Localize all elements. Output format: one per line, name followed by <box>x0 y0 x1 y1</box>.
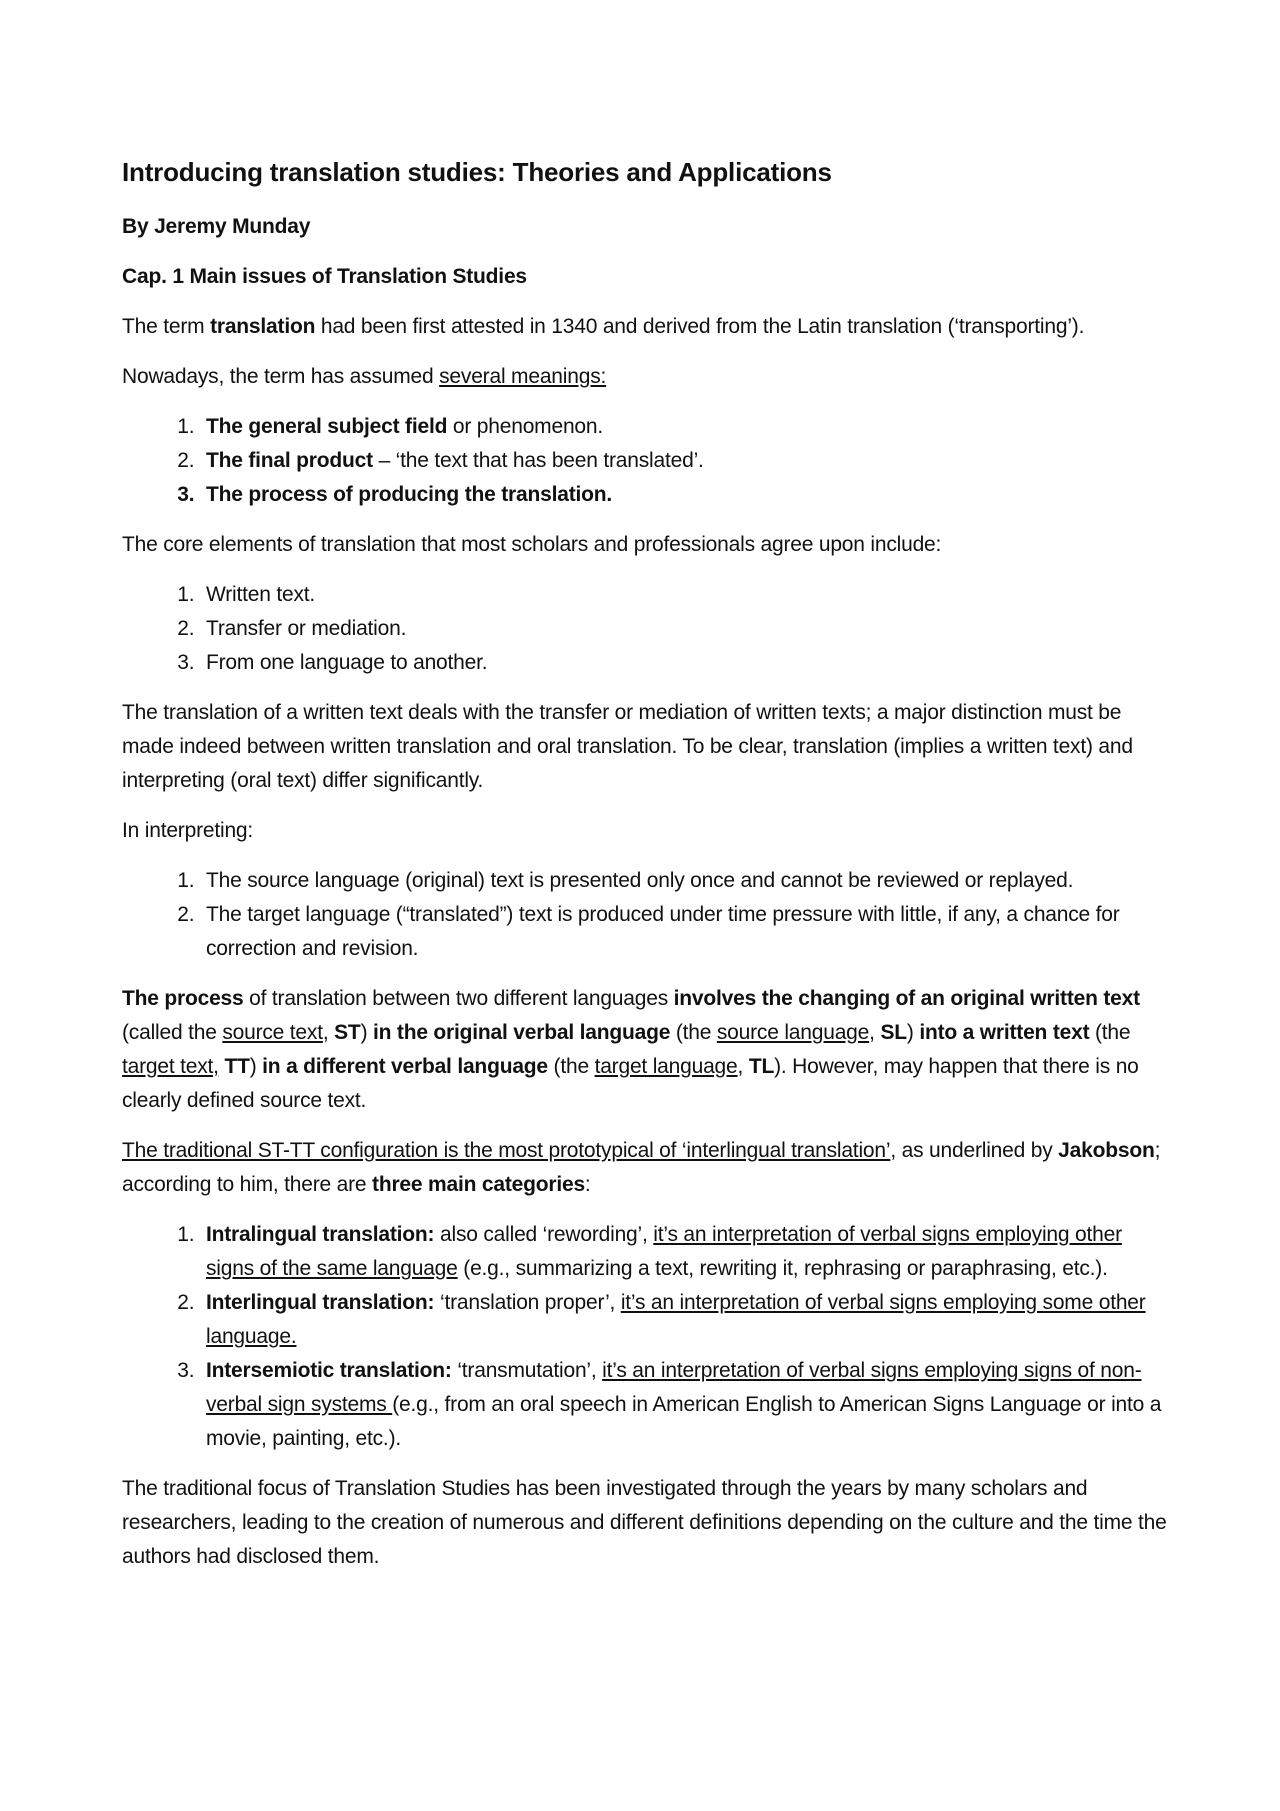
paragraph-interpreting: In interpreting: <box>122 819 254 842</box>
text: , as underlined by <box>890 1139 1059 1162</box>
underlined-text: it’s an interpretation of verbal signs employing some other language. <box>206 1291 1146 1348</box>
text: ) <box>249 1055 263 1078</box>
paragraph-jakobson <box>122 1134 1172 1202</box>
author-line: By Jeremy Munday <box>122 215 311 238</box>
paragraph-written-vs-oral: The translation of a written text deals with the transfer or mediation of written texts; a major distinction must be made indeed between written translation and oral translation. To be clear, translation (implies a written text) and interpreting (oral text) differ significantly. <box>122 701 1133 792</box>
underlined-text: source language <box>716 1021 870 1044</box>
text: (e.g., from an oral speech in American English to American Signs Language or into a movie, painting, etc.). <box>206 1393 1162 1450</box>
list-item <box>200 410 1172 444</box>
paragraph-traditional-focus: The traditional focus of Translation Studies has been investigated through the years by many scholars and researchers, leading to the creation of numerous and different definitions depending on the culture and the time the authors had disclosed them. <box>122 1477 1167 1568</box>
list-item: 1. The source language (original) text is presented only once and cannot be reviewed or replayed. <box>200 864 1172 898</box>
text: had been first attested in 1340 and derived from the Latin translation (‘transporting’). <box>315 315 1085 338</box>
bold-text: into a written text <box>919 1021 1090 1044</box>
text: or phenomenon. <box>447 415 604 438</box>
list-item: 3. From one language to another. <box>200 646 1172 680</box>
underlined-text: it’s an interpretation of verbal signs employing other signs of the same language <box>206 1223 1122 1280</box>
core-elements-list <box>122 578 1172 680</box>
list-item <box>200 1286 1172 1354</box>
interpreting-list <box>122 864 1172 966</box>
bold-text: The final product <box>206 449 373 472</box>
text: (the <box>547 1055 595 1078</box>
text: (e.g., summarizing a text, rewriting it, rephrasing or paraphrasing, etc.). <box>457 1257 1108 1280</box>
bold-text: Interlingual translation: <box>206 1291 435 1314</box>
bold-text: ST <box>334 1021 361 1044</box>
bold-text: Jakobson <box>1058 1139 1155 1162</box>
text: ‘transmutation’, <box>451 1359 603 1382</box>
bold-text: SL <box>880 1021 907 1044</box>
bold-text: involves the changing of an original written text <box>673 987 1140 1010</box>
text: ) <box>360 1021 373 1044</box>
meanings-list <box>122 410 1172 512</box>
text: of translation between two different languages <box>243 987 674 1010</box>
text: , <box>869 1021 881 1044</box>
bold-text: in the original verbal language <box>373 1021 671 1044</box>
underlined-text: several meanings: <box>439 365 607 388</box>
bold-text: Intersemiotic translation: <box>206 1359 452 1382</box>
text: ) <box>906 1021 920 1044</box>
list-item: 2. Transfer or mediation. <box>200 612 1172 646</box>
chapter-heading: Cap. 1 Main issues of Translation Studies <box>122 265 527 288</box>
list-item <box>200 1354 1172 1456</box>
list-item <box>200 444 1172 478</box>
text: ; according to him, there are <box>122 1139 1161 1196</box>
text: (called the <box>122 1021 223 1044</box>
underlined-text: The traditional ST-TT configuration is the most prototypical of ‘interlingual translation’ <box>122 1139 891 1162</box>
text: – ‘the text that has been translated’. <box>372 449 704 472</box>
text: The term <box>122 315 211 338</box>
paragraph-meanings-intro <box>122 360 1172 394</box>
list-item <box>200 1218 1172 1286</box>
text: ). However, may happen that there is no clearly defined source text. <box>122 1055 1139 1112</box>
bold-text: The general subject field <box>206 415 448 438</box>
text: , <box>737 1055 749 1078</box>
underlined-text: it’s an interpretation of verbal signs employing signs of non-verbal sign systems <box>206 1359 1142 1416</box>
bold-text: The process <box>122 987 244 1010</box>
text: also called ‘rewording’, <box>434 1223 654 1246</box>
text: ‘translation proper’, <box>434 1291 621 1314</box>
list-item: 2. The target language (“translated”) text is produced under time pressure with little, if any, a chance for correction and revision. <box>200 898 1172 966</box>
paragraph-process <box>122 982 1172 1118</box>
bold-text: translation <box>210 315 316 338</box>
bold-text: TL <box>748 1055 775 1078</box>
text: Nowadays, the term has assumed <box>122 365 440 388</box>
text: : <box>584 1173 591 1196</box>
bold-text: in a different verbal language <box>262 1055 548 1078</box>
underlined-text: target text, <box>122 1055 219 1078</box>
list-item <box>200 478 1172 512</box>
categories-list <box>122 1218 1172 1456</box>
text: (the <box>1089 1021 1131 1044</box>
bold-text: The process of producing the translation. <box>206 483 613 506</box>
document-title: Introducing translation studies: Theories and Applications <box>122 157 832 187</box>
underlined-text: source text <box>222 1021 323 1044</box>
text: , <box>322 1021 335 1044</box>
underlined-text: target language <box>594 1055 738 1078</box>
document-page <box>122 150 1172 1590</box>
paragraph-core-elements: The core elements of translation that most scholars and professionals agree upon include: <box>122 533 942 556</box>
bold-text: TT <box>224 1055 250 1078</box>
bold-text: Intralingual translation: <box>206 1223 435 1246</box>
paragraph-term-origin <box>122 310 1172 344</box>
text: (the <box>670 1021 717 1044</box>
list-item: 1. Written text. <box>200 578 1172 612</box>
bold-text: three main categories <box>372 1173 585 1196</box>
